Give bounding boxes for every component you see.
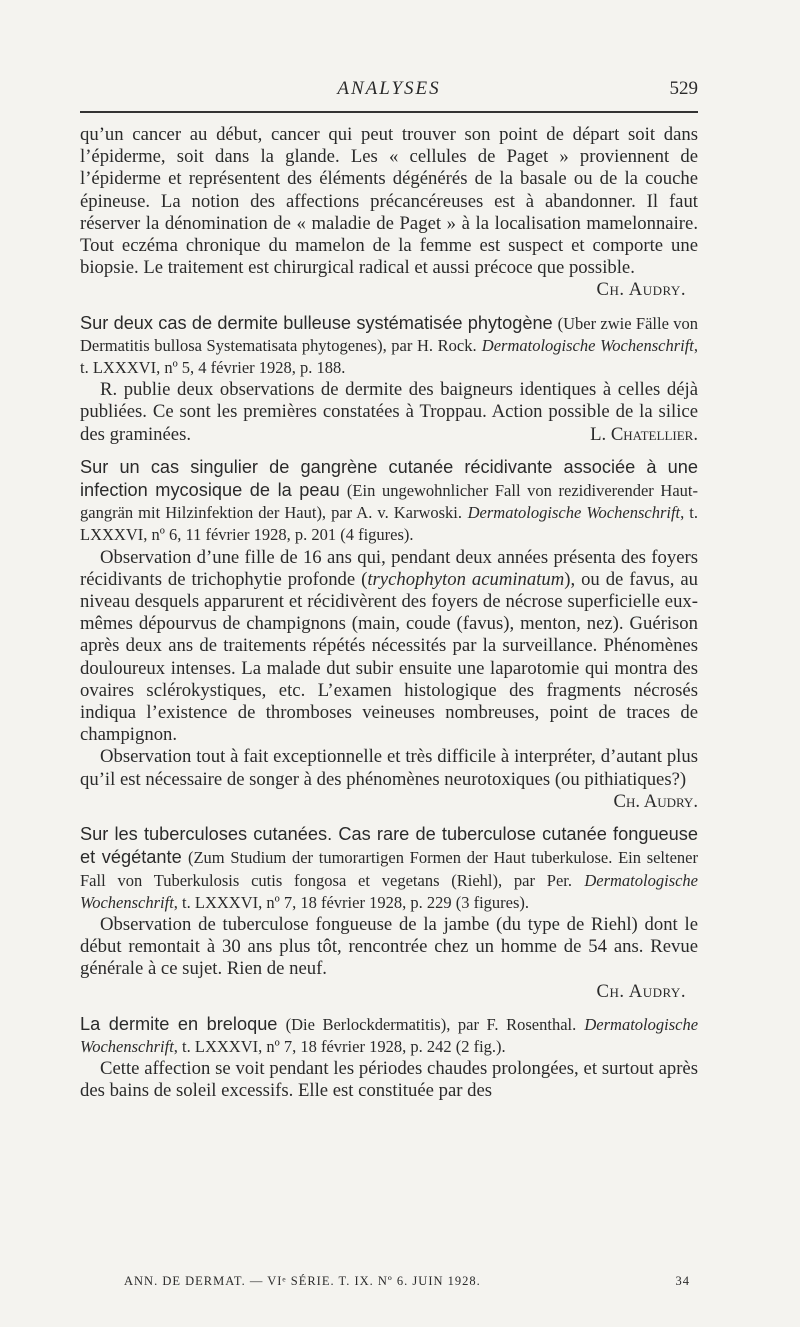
intro-signature: Ch. Audry.	[596, 279, 686, 301]
page-header	[80, 78, 698, 108]
article-text: Observation d’une fille de 16 ans qui, pendant deux années présenta des foyers récidivants de trichophytie profonde (	[80, 546, 698, 590]
intro-paragraph: qu’un cancer au début, cancer qui peut trouver son point de départ soit dans l’épiderme, soit dans la glande. Les « cellules de Paget » proviennent de l’épiderme et représentent des éléments dégénérés de la basale ou de la couche épineuse. La notion des affections précancéreuses est à abandonner. Il faut réserver la dénomination de « maladie de Paget » à la localisation mamelonnaire. Tout eczéma chronique du mamelon de la femme est suspect et comporte une biopsie. Le traitement est chirurgical radical et aussi précoce que possible.	[80, 124, 698, 279]
article-body	[80, 746, 698, 812]
article-signature: Ch. Audry.	[596, 980, 686, 1002]
article-reference: (Zum Studium der tumorartigen Formen der Haut tuberkulose. Ein seltener Fall von Tuberkulosis cutis fongosa et vegetans (Riehl), par Per.	[80, 848, 698, 890]
page-footer	[80, 1274, 698, 1294]
footer-signature-mark: 34	[675, 1274, 690, 1288]
article-heading	[80, 312, 698, 380]
article-title: Sur deux cas de dermite bulleuse systématisée phytogène	[80, 312, 553, 333]
journal-name: Dermatologische Wochenschrift	[80, 870, 699, 912]
article-reference: (Die Berlockdermatitis), par F. Rosenthal.	[285, 1014, 577, 1034]
article-text: R. publie deux observations de dermite des baigneurs identiques à celles déjà publiées. Ce sont les premières constatées à Troppau. Action possible de la silice des graminées.	[80, 379, 698, 445]
article-body	[80, 547, 698, 747]
article-body: Cette affection se voit pendant les périodes chaudes prolongées, et surtout après des bains de soleil excessifs. Elle est constituée par des	[80, 1058, 698, 1102]
article-reference: (Uber zwie Fälle von Dermatitis bullosa Systematisata phytogenes), par H. Rock.	[80, 313, 699, 355]
article-body	[80, 379, 698, 446]
page-body	[80, 124, 698, 1103]
article-signature: L. Chatellier.	[590, 423, 698, 445]
article-2	[80, 456, 698, 813]
journal-name: Dermatologische Wochenschrift	[481, 335, 694, 355]
article-title: Sur les tuberculoses cutanées. Cas rare de tuberculose cutanée fongueuse et végétante	[80, 824, 698, 868]
article-1	[80, 312, 698, 446]
header-rule	[80, 111, 698, 113]
article-reference-details: , t. LXXXVI, nº 7, 18 février 1928, p. 242 (2 fig.).	[173, 1036, 506, 1056]
article-title: Sur un cas singulier de gangrène cutanée récidivante associée à une infection mycosique de la peau	[80, 456, 698, 501]
article-body: Observation de tuberculose fongueuse de la jambe (du type de Riehl) dont le début remontait à 30 ans plus tôt, rencontrée chez un homme de 54 ans. Revue générale à ce sujet. Rien de neuf.	[80, 913, 698, 980]
species-name: trychophyton acuminatum	[367, 568, 565, 590]
article-reference-details: , t. LXXXVI, nº 7, 18 février 1928, p. 229 (3 figures).	[173, 892, 530, 912]
article-title: La dermite en breloque	[80, 1013, 278, 1034]
article-heading	[80, 823, 698, 914]
article-reference-details: , t. LXXXVI, nº 6, 11 février 1928, p. 201 (4 figures).	[80, 503, 699, 545]
article-signature: Ch. Audry.	[613, 790, 698, 812]
page-number: 529	[669, 78, 698, 99]
article-reference: (Ein ungewohnlicher Fall von rezidiverender Haut-gangrän mit Hilzinfektion der Haut), par A. v. Karwoski.	[80, 481, 698, 523]
article-3	[80, 823, 698, 1003]
journal-name: Dermatologische Wochenschrift	[80, 1014, 699, 1056]
running-head: ANALYSES	[337, 78, 441, 99]
article-text: Observation tout à fait exceptionnelle et très difficile à interpréter, d’autant plus qu’il est nécessaire de songer à des phénomènes neurotoxiques (ou pithiatiques?)	[80, 746, 698, 790]
article-reference-details: , t. LXXXVI, nº 5, 4 février 1928, p. 188.	[80, 335, 698, 378]
footer-citation: ANN. DE DERMAT. — VIᵉ SÉRIE. T. IX. Nº 6. JUIN 1928.	[124, 1274, 481, 1288]
journal-name: Dermatologische Wochenschrift	[467, 503, 681, 523]
article-4	[80, 1013, 698, 1103]
article-heading	[80, 456, 698, 547]
article-text: ), ou de favus, au niveau desquels apparurent et récidivèrent des foyers de nécrose superficielle eux-mêmes dépourvus de champignons (main, coude (favus), menton, nez). Guérison après deux ans de traitements répétés nécessités par la surveillance. Phénomènes douloureux intenses. La malade dut subir ensuite une laparotomie qui montra des ovaires sclérokystiques, etc. L’examen histologique des fragments nécrosés indiqua l’existence de thromboses veineuses nombreuses, point de traces de champignon.	[80, 568, 698, 746]
article-heading	[80, 1013, 698, 1058]
